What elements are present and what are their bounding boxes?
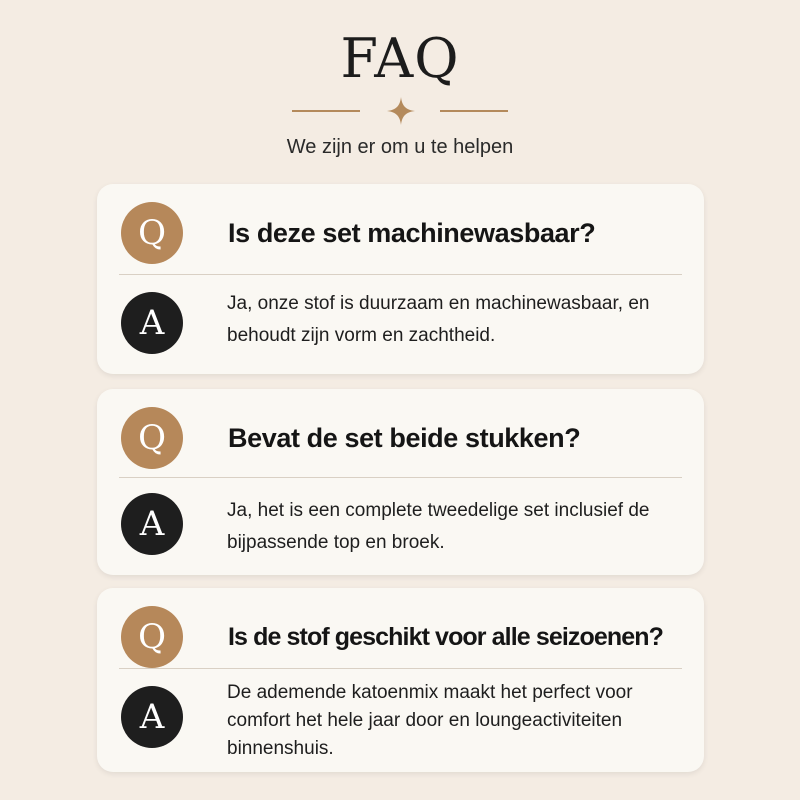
faq-question: Bevat de set beide stukken?: [228, 423, 581, 453]
card-separator: [119, 274, 682, 275]
card-separator: [119, 477, 682, 478]
faq-answer: De ademende katoenmix maakt het perfect voor comfort het hele jaar door en loungeactiviteiten binnenshuis.: [227, 682, 633, 759]
faq-card: [97, 184, 704, 374]
question-badge: Q: [121, 407, 183, 469]
question-badge: Q: [121, 202, 183, 264]
question-badge: Q: [121, 606, 183, 668]
four-point-star-icon: [386, 96, 416, 126]
faq-answer: Ja, onze stof is duurzaam en machinewasbaar, en behoudt zijn vorm en zachtheid.: [227, 293, 650, 346]
answer-badge: A: [121, 686, 183, 748]
page-subtitle: We zijn er om u te helpen: [286, 136, 514, 158]
faq-card: [97, 588, 704, 772]
faq-card: [97, 389, 704, 575]
answer-badge: A: [121, 493, 183, 555]
faq-question: Is de stof geschikt voor alle seizoenen?: [228, 623, 663, 651]
faq-answer: Ja, het is een complete tweedelige set inclusief de bijpassende top en broek.: [227, 500, 650, 553]
answer-badge: A: [121, 292, 183, 354]
faq-header: [0, 0, 800, 180]
card-separator: [119, 668, 682, 669]
divider-line-left: [292, 110, 360, 112]
faq-question: Is deze set machinewasbaar?: [228, 218, 596, 248]
page-title: FAQ: [340, 27, 460, 90]
divider-line-right: [440, 110, 508, 112]
